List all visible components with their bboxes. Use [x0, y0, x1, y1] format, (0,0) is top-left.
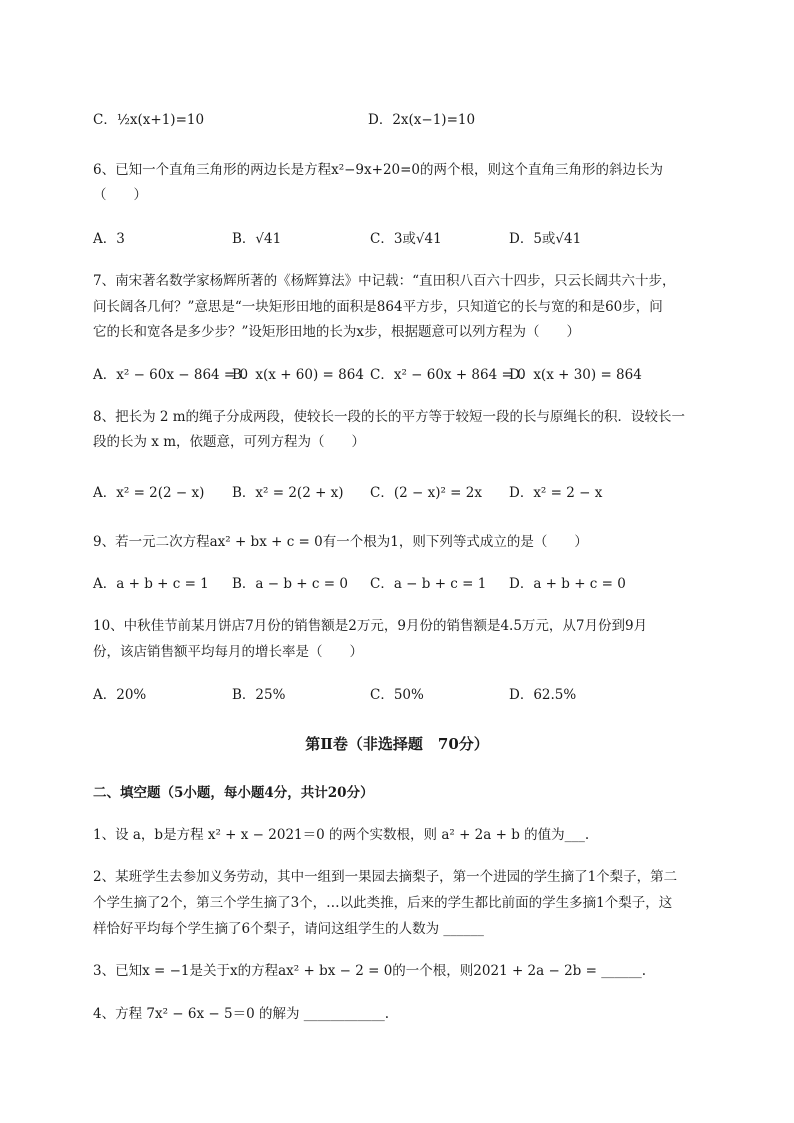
q10-option-d: D．62.5%: [509, 687, 577, 703]
q9-option-d: D．a + b + c = 0: [509, 576, 626, 592]
fill-q4: 4、方程 7x² − 6x − 5＝0 的解为 ____________.: [93, 1006, 390, 1022]
q7-option-c: C．x² − 60x + 864 = 0: [370, 367, 526, 383]
part2-title: 第Ⅱ卷（非选择题 70分）: [305, 735, 489, 753]
q9-stem: 9、若一元二次方程ax² + bx + c = 0有一个根为1，则下列等式成立的是（ ）: [93, 534, 588, 550]
q10-option-c: C．50%: [370, 687, 424, 703]
q6-paren: （ ）: [93, 187, 147, 203]
q9-option-a: A．a + b + c = 1: [93, 576, 209, 592]
q6-option-c: C．3或√41: [370, 231, 442, 247]
q6-option-d: D．5或√41: [509, 231, 582, 247]
fill-q3: 3、已知x = −1是关于x的方程ax² + bx − 2 = 0的一个根，则2021 + 2a − 2b = ______.: [93, 963, 646, 979]
q7-option-a: A．x² − 60x − 864 = 0: [93, 367, 249, 383]
q8-option-d: D．x² = 2 − x: [509, 485, 603, 501]
q7-line-1: 7、南宋著名数学家杨辉所著的《杨辉算法》中记载：“直田积八百六十四步，只云长阔共六十步，: [93, 273, 676, 289]
q8-line-1: 8、把长为 2 m的绳子分成两段，使较长一段的长的平方等于较短一段的长与原绳长的积．设较长一: [93, 409, 686, 425]
q6-stem: 6、已知一个直角三角形的两边长是方程x²−9x+20=0的两个根，则这个直角三角形的斜边长为: [93, 162, 664, 178]
q7-line-3: 它的长和宽各是多少步？”设矩形田地的长为x步，根据题意可以列方程为（ ）: [93, 324, 581, 340]
q8-option-c: C．(2 − x)² = 2x: [370, 485, 482, 501]
q9-option-b: B．a − b + c = 0: [232, 576, 348, 592]
q8-line-2: 段的长为 x m，依题意，可列方程为（ ）: [93, 434, 365, 450]
q7-option-d: D．x(x + 30) = 864: [509, 367, 642, 383]
q10-option-a: A．20%: [93, 687, 147, 703]
fill-q2-line-1: 2、某班学生去参加义务劳动，其中一组到一果园去摘梨子，第一个进园的学生摘了1个梨子，第二: [93, 869, 678, 885]
q8-option-b: B．x² = 2(2 + x): [232, 485, 344, 501]
fill-q2-line-2: 个学生摘了2个，第三个学生摘了3个，…以此类推，后来的学生都比前面的学生多摘1个梨子，这: [93, 895, 673, 911]
q6-option-a: A．3: [93, 231, 125, 247]
fill-q1: 1、设 a，b是方程 x² + x − 2021＝0 的两个实数根，则 a² + 2a + b 的值为___.: [93, 827, 590, 843]
q5-option-d: [368, 108, 475, 128]
q10-line-2: 份，该店销售额平均每月的增长率是（ ）: [93, 644, 363, 660]
q10-option-b: B．25%: [232, 687, 286, 703]
q8-option-a: A．x² = 2(2 − x): [93, 485, 205, 501]
q5-option-d-text: D．2x(x−1)=10: [368, 112, 476, 128]
q7-option-b: B．x(x + 60) = 864: [232, 367, 364, 383]
q5-option-c: [93, 108, 204, 128]
q5-option-c-text: C．½x(x+1)=10: [93, 112, 205, 128]
q6-option-b: B．√41: [232, 231, 282, 247]
q9-option-c: C．a − b + c = 1: [370, 576, 487, 592]
q10-line-1: 10、中秋佳节前某月饼店7月份的销售额是2万元，9月份的销售额是4.5万元，从7月份到9月: [93, 618, 648, 634]
fill-q2-line-3: 样恰好平均每个学生摘了6个梨子，请问这组学生的人数为 ______: [93, 921, 484, 937]
q7-line-2: 问长阔各几何？”意思是“一块矩形田地的面积是864平方步，只知道它的长与宽的和是60步，问: [93, 299, 663, 315]
section-heading: 二、填空题（5小题，每小题4分，共计20分）: [93, 785, 374, 801]
